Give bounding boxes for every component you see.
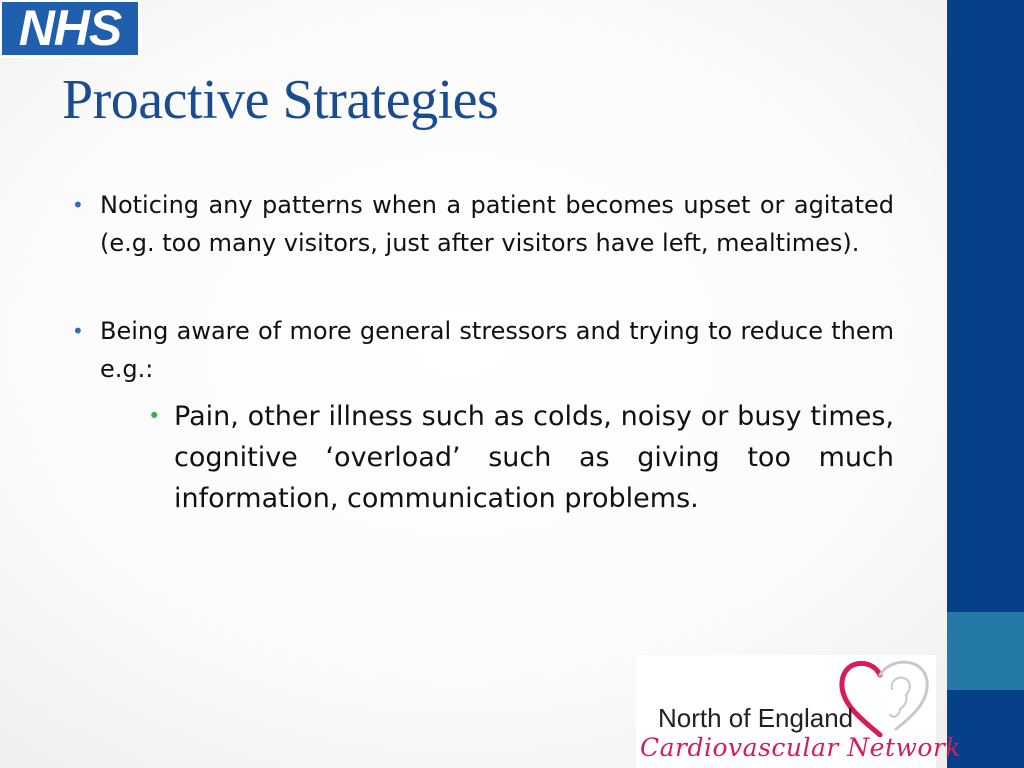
sidebar-band-top — [947, 0, 1024, 612]
bullet-icon: • — [72, 193, 84, 217]
slide-title: Proactive Strategies — [62, 69, 499, 131]
sub-bullet-icon: • — [148, 404, 161, 428]
bullet-item — [72, 186, 894, 262]
bullet-item — [72, 312, 894, 388]
sub-bullet-text: Pain, other illness such as colds, noisy or busy times, cognitive ‘overload’ such as giving too much information, communication problems. — [174, 401, 894, 514]
bullet-text: Noticing any patterns when a patient becomes upset or agitated (e.g. too many visitors, just after visitors have left, mealtimes). — [100, 191, 894, 257]
network-logo-line2: Cardiovascular Network — [640, 733, 962, 762]
bullet-text: Being aware of more general stressors and trying to reduce them e.g.: — [100, 317, 894, 383]
bullet-icon: • — [72, 319, 84, 343]
network-logo-line1: North of England — [658, 703, 854, 733]
slide-content — [72, 186, 894, 519]
nhs-logo — [0, 0, 141, 58]
nhs-logo-text: NHS — [2, 2, 138, 55]
sidebar-band-accent — [947, 612, 1024, 690]
sub-bullet-item — [148, 396, 894, 519]
network-logo — [636, 655, 962, 768]
